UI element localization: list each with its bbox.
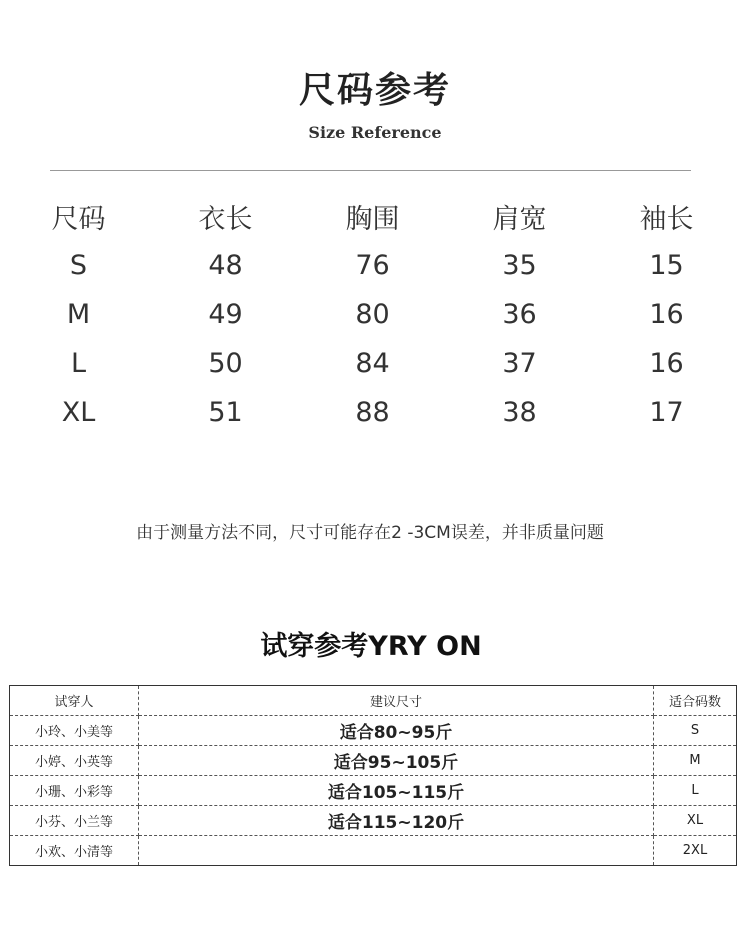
table-cell: 36	[502, 299, 537, 330]
page-subtitle: Size Reference	[308, 123, 442, 142]
trial-title: 试穿参考YRY ON	[260, 631, 482, 662]
fit-size-cell: S	[654, 716, 737, 746]
table-row	[10, 776, 737, 806]
tester-cell: 小芬、小兰等	[10, 806, 139, 836]
suggested-size-cell	[139, 836, 654, 866]
page-title: 尺码参考	[298, 70, 451, 111]
header-cell: 袖长	[639, 204, 694, 235]
table-cell: 35	[502, 250, 537, 281]
table-row	[10, 836, 737, 866]
fit-size-cell: XL	[654, 806, 737, 836]
tester-cell: 小婷、小英等	[10, 746, 139, 776]
table-cell: 17	[649, 397, 684, 428]
table-cell: S	[69, 250, 88, 281]
trial-table-header	[10, 686, 737, 716]
fit-size-cell: L	[654, 776, 737, 806]
tester-cell: 小欢、小清等	[10, 836, 139, 866]
table-cell: 16	[649, 299, 684, 330]
table-cell: 84	[355, 348, 390, 379]
fit-size-cell: 2XL	[654, 836, 737, 866]
header-cell: 胸围	[345, 204, 400, 235]
table-cell: M	[66, 299, 91, 330]
table-cell: XL	[61, 397, 96, 428]
divider	[50, 170, 691, 171]
table-cell: 15	[649, 250, 684, 281]
table-cell: 76	[355, 250, 390, 281]
table-row	[10, 716, 737, 746]
table-cell: 80	[355, 299, 390, 330]
header-cell: 肩宽	[492, 204, 547, 235]
fit-size-cell: M	[654, 746, 737, 776]
suggested-size-cell: 适合105~115斤	[139, 776, 654, 806]
table-cell: 48	[208, 250, 243, 281]
table-cell: 51	[208, 397, 243, 428]
table-cell: 38	[502, 397, 537, 428]
suggested-size-cell: 适合80~95斤	[139, 716, 654, 746]
tester-cell: 小玲、小美等	[10, 716, 139, 746]
trial-table	[9, 685, 737, 866]
header-cell: 尺码	[51, 204, 106, 235]
table-row	[10, 746, 737, 776]
table-cell: 50	[208, 348, 243, 379]
header-cell: 试穿人	[10, 686, 139, 716]
measurement-note: 由于测量方法不同，尺寸可能存在2 -3CM误差，并非质量问题	[136, 523, 604, 543]
table-row	[10, 806, 737, 836]
table-row	[5, 339, 745, 388]
table-cell: 49	[208, 299, 243, 330]
table-cell: 16	[649, 348, 684, 379]
size-table-header	[5, 192, 745, 241]
suggested-size-cell: 适合95~105斤	[139, 746, 654, 776]
header-cell: 建议尺寸	[139, 686, 654, 716]
table-row	[5, 241, 745, 290]
table-cell: 37	[502, 348, 537, 379]
table-cell: 88	[355, 397, 390, 428]
table-cell: L	[70, 348, 87, 379]
table-row	[5, 388, 745, 437]
header-cell: 衣长	[198, 204, 253, 235]
size-table	[5, 192, 745, 437]
table-row	[5, 290, 745, 339]
header-cell: 适合码数	[654, 686, 737, 716]
tester-cell: 小珊、小彩等	[10, 776, 139, 806]
suggested-size-cell: 适合115~120斤	[139, 806, 654, 836]
